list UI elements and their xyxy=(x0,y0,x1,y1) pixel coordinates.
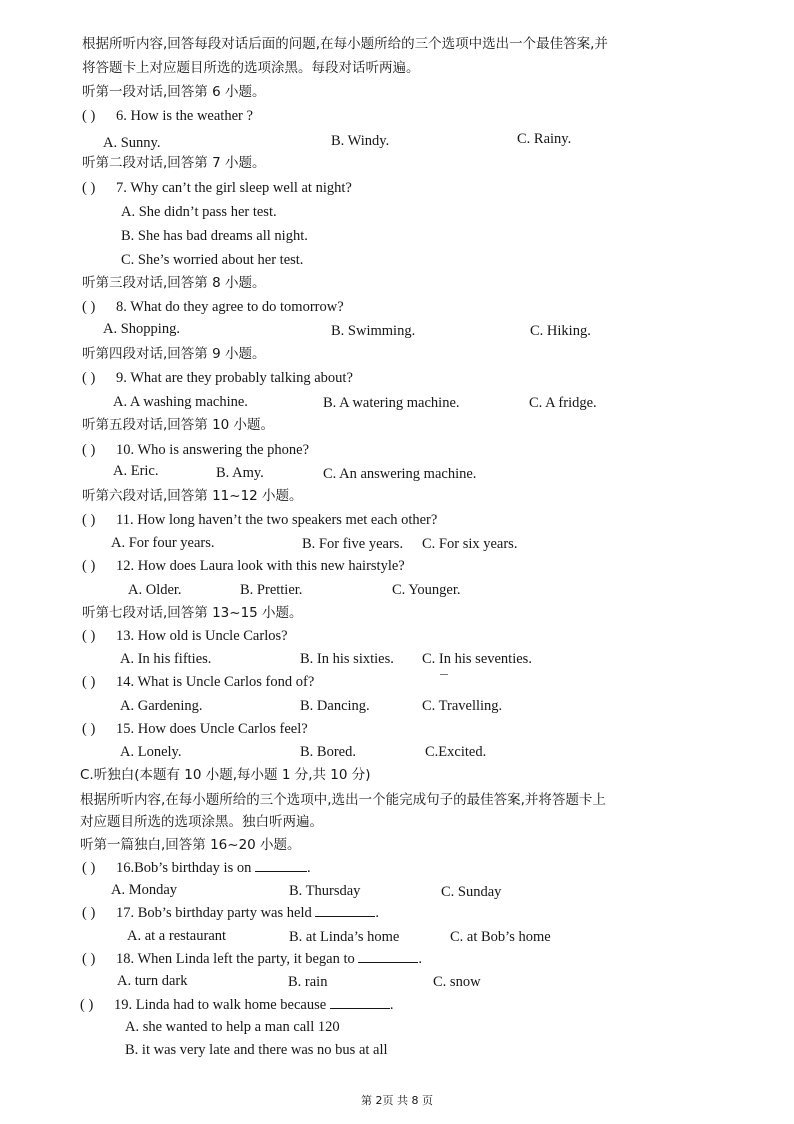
q19-option-a: A. she wanted to help a man call 120 xyxy=(125,1019,340,1035)
question-11 xyxy=(82,511,437,529)
q9-option-a: A. A washing machine. xyxy=(113,394,248,410)
answer-bracket[interactable]: ( ) xyxy=(80,997,94,1013)
question-9 xyxy=(82,369,353,387)
question-13 xyxy=(82,627,288,645)
question-text: 7. Why can’t the girl sleep well at night? xyxy=(116,180,352,196)
q17-option-c: C. at Bob’s home xyxy=(450,929,551,945)
answer-bracket[interactable]: ( ) xyxy=(82,721,96,737)
answer-bracket[interactable]: ( ) xyxy=(82,951,96,967)
section-heading-6: 听第六段对话,回答第 11~12 小题。 xyxy=(82,488,303,504)
question-text: 12. How does Laura look with this new hairstyle? xyxy=(116,558,405,574)
answer-blank[interactable] xyxy=(255,859,307,872)
q12-option-b: B. Prettier. xyxy=(240,582,303,598)
q12-option-a: A. Older. xyxy=(128,582,182,598)
q9-option-b: B. A watering machine. xyxy=(323,395,460,411)
question-text: 8. What do they agree to do tomorrow? xyxy=(116,299,344,315)
question-text: 13. How old is Uncle Carlos? xyxy=(116,628,288,644)
answer-bracket[interactable]: ( ) xyxy=(82,108,96,124)
question-19 xyxy=(80,996,393,1014)
section-heading-3: 听第三段对话,回答第 8 小题。 xyxy=(82,275,266,291)
question-6 xyxy=(82,107,253,125)
q6-option-b: B. Windy. xyxy=(331,133,390,149)
q16-option-a: A. Monday xyxy=(111,882,178,898)
q7-option-c: C. She’s worried about her test. xyxy=(121,252,304,268)
page-number: 第 2页 共 8 页 xyxy=(361,1094,433,1107)
question-text: 16.Bob’s birthday is on xyxy=(116,860,252,876)
q10-option-c: C. An answering machine. xyxy=(323,466,477,482)
q15-option-c: C.Excited. xyxy=(425,744,487,760)
q10-option-b: B. Amy. xyxy=(216,465,264,481)
answer-bracket[interactable]: ( ) xyxy=(82,299,96,315)
q13-option-b: B. In his sixties. xyxy=(300,651,394,667)
q8-option-c: C. Hiking. xyxy=(530,323,591,339)
section-heading-4: 听第四段对话,回答第 9 小题。 xyxy=(82,346,266,362)
q11-option-b: B. For five years. xyxy=(302,536,404,552)
question-10 xyxy=(82,441,309,459)
q8-option-b: B. Swimming. xyxy=(331,323,416,339)
answer-bracket[interactable]: ( ) xyxy=(82,628,96,644)
question-text: 11. How long haven’t the two speakers met each other? xyxy=(116,512,438,528)
q17-option-b: B. at Linda’s home xyxy=(289,929,400,945)
answer-bracket[interactable]: ( ) xyxy=(82,442,96,458)
question-text: 14. What is Uncle Carlos fond of? xyxy=(116,674,315,690)
q13-option-c: C. In his seventies. xyxy=(422,651,532,667)
q6-option-c: C. Rainy. xyxy=(517,131,572,147)
answer-bracket[interactable]: ( ) xyxy=(82,370,96,386)
q19-option-b: B. it was very late and there was no bus at all xyxy=(125,1042,388,1058)
answer-bracket[interactable]: ( ) xyxy=(82,860,96,876)
section-heading-7: 听第七段对话,回答第 13~15 小题。 xyxy=(82,605,303,621)
q10-option-a: A. Eric. xyxy=(113,463,159,479)
instructions-b-line1: 根据所听内容,回答每段对话后面的问题,在每小题所给的三个选项中选出一个最佳答案,并 xyxy=(82,36,608,52)
question-18 xyxy=(82,950,422,968)
answer-blank[interactable] xyxy=(315,904,375,917)
q16-option-c: C. Sunday xyxy=(441,884,502,900)
question-end: . xyxy=(389,997,394,1013)
section-heading-2: 听第二段对话,回答第 7 小题。 xyxy=(82,155,266,171)
question-text: 9. What are they probably talking about? xyxy=(116,370,353,386)
section-heading-8: 听第一篇独白,回答第 16~20 小题。 xyxy=(80,837,301,853)
question-end: . xyxy=(375,905,379,921)
q6-option-a: A. Sunny. xyxy=(103,135,161,151)
q8-option-a: A. Shopping. xyxy=(103,321,180,337)
question-7 xyxy=(82,179,352,197)
q14-option-c: C. Travelling. xyxy=(422,698,503,714)
q13-option-a: A. In his fifties. xyxy=(120,651,212,667)
answer-bracket[interactable]: ( ) xyxy=(82,512,96,528)
q17-option-a: A. at a restaurant xyxy=(127,928,227,944)
q11-option-c: C. For six years. xyxy=(422,536,518,552)
q12-option-c: C. Younger. xyxy=(392,582,461,598)
question-16 xyxy=(82,859,311,877)
answer-bracket[interactable]: ( ) xyxy=(82,558,96,574)
instructions-c-line1: 根据所听内容,在每小题所给的三个选项中,选出一个能完成句子的最佳答案,并将答题卡上 xyxy=(80,792,606,808)
q18-option-c: C. snow xyxy=(433,974,481,990)
question-17 xyxy=(82,904,379,922)
q14-option-a: A. Gardening. xyxy=(120,698,203,714)
question-end: . xyxy=(306,860,311,876)
section-c-heading: C.听独白(本题有 10 小题,每小题 1 分,共 10 分) xyxy=(80,767,371,783)
answer-bracket[interactable]: ( ) xyxy=(82,674,96,690)
section-heading-1: 听第一段对话,回答第 6 小题。 xyxy=(82,84,266,100)
instructions-b-line2: 将答题卡上对应题目所选的选项涂黑。每段对话听两遍。 xyxy=(82,60,420,76)
stray-mark xyxy=(440,674,448,675)
question-15 xyxy=(82,720,308,738)
q7-option-a: A. She didn’t pass her test. xyxy=(121,204,277,220)
q9-option-c: C. A fridge. xyxy=(529,395,597,411)
q15-option-b: B. Bored. xyxy=(300,744,356,760)
q7-option-b: B. She has bad dreams all night. xyxy=(121,228,308,244)
question-text: 6. How is the weather ? xyxy=(116,108,253,124)
q14-option-b: B. Dancing. xyxy=(300,698,370,714)
q18-option-a: A. turn dark xyxy=(117,973,188,989)
question-text: 18. When Linda left the party, it began to xyxy=(116,951,355,967)
q18-option-b: B. rain xyxy=(288,974,328,990)
answer-blank[interactable] xyxy=(358,950,418,963)
question-text: 19. Linda had to walk home because xyxy=(114,997,327,1013)
question-end: . xyxy=(418,951,423,967)
q11-option-a: A. For four years. xyxy=(111,535,215,551)
answer-bracket[interactable]: ( ) xyxy=(82,180,96,196)
answer-blank[interactable] xyxy=(330,996,390,1009)
q15-option-a: A. Lonely. xyxy=(120,744,182,760)
question-12 xyxy=(82,557,405,575)
question-text: 15. How does Uncle Carlos feel? xyxy=(116,721,308,737)
question-text: 10. Who is answering the phone? xyxy=(116,442,310,458)
question-14 xyxy=(82,673,314,691)
q16-option-b: B. Thursday xyxy=(289,883,361,899)
answer-bracket[interactable]: ( ) xyxy=(82,905,96,921)
question-8 xyxy=(82,298,344,316)
instructions-c-line2: 对应题目所选的选项涂黑。独白听两遍。 xyxy=(80,814,323,830)
question-text: 17. Bob’s birthday party was held xyxy=(116,905,312,921)
section-heading-5: 听第五段对话,回答第 10 小题。 xyxy=(82,417,275,433)
